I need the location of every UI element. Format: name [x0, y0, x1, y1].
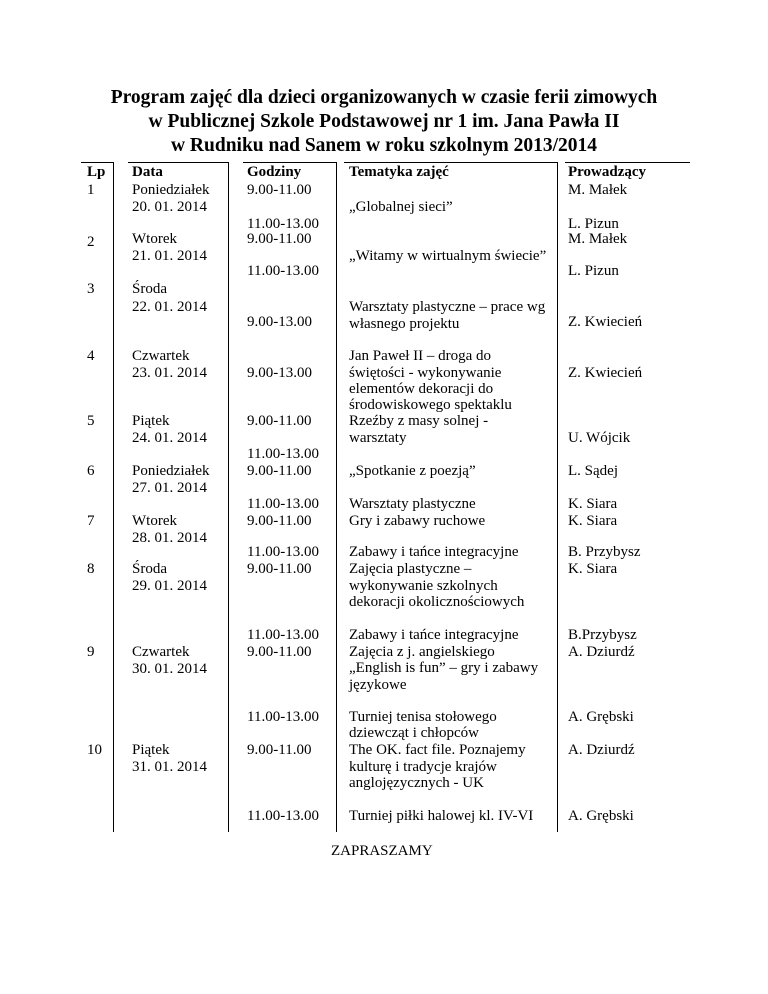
leader-cell: B. Przybysz — [568, 544, 641, 560]
day-date: 27. 01. 2014 — [132, 480, 207, 496]
lp-cell: 8 — [87, 561, 95, 577]
day-date: 23. 01. 2014 — [132, 365, 207, 381]
topic-line: Turniej piłki halowej kl. IV-VI — [349, 808, 534, 824]
topic-line: Gry i zabawy ruchowe — [349, 513, 486, 529]
day-date: 20. 01. 2014 — [132, 199, 207, 215]
day-date: 29. 01. 2014 — [132, 578, 207, 594]
hours-cell: 9.00-11.00 — [247, 742, 312, 758]
table-top-rule-leader — [565, 162, 690, 163]
day-name: Środa — [132, 281, 167, 297]
topic-line: Zajęcia z j. angielskiego — [349, 644, 495, 660]
hours-cell: 11.00-13.00 — [247, 544, 319, 560]
day-name: Piątek — [132, 413, 170, 429]
topic-line: Turniej tenisa stołowego — [349, 709, 497, 725]
leader-cell: M. Małek — [568, 231, 628, 247]
hours-cell: 9.00-11.00 — [247, 413, 312, 429]
title-line-2: w Publicznej Szkole Podstawowej nr 1 im. Jana Pawła II — [148, 111, 620, 132]
lp-cell: 7 — [87, 513, 95, 529]
topic-line: dekoracji okolicznościowych — [349, 594, 525, 610]
hours-cell: 9.00-11.00 — [247, 231, 312, 247]
footer-invitation: ZAPRASZAMY — [331, 843, 433, 859]
hours-cell: 9.00-11.00 — [247, 182, 312, 198]
day-date: 31. 01. 2014 — [132, 759, 207, 775]
day-name: Wtorek — [132, 231, 177, 247]
day-date: 21. 01. 2014 — [132, 248, 207, 264]
topic-line: wykonywanie szkolnych — [349, 578, 498, 594]
leader-cell: Z. Kwiecień — [568, 365, 643, 381]
leader-cell: L. Pizun — [568, 216, 619, 232]
column-divider — [557, 162, 558, 832]
hours-cell: 9.00-11.00 — [247, 513, 312, 529]
day-date: 24. 01. 2014 — [132, 430, 207, 446]
topic-line: Rzeźby z masy solnej - — [349, 413, 489, 429]
table-top-rule-topic — [344, 162, 558, 163]
day-date: 28. 01. 2014 — [132, 530, 207, 546]
leader-cell: M. Małek — [568, 182, 628, 198]
day-name: Wtorek — [132, 513, 177, 529]
day-name: Czwartek — [132, 348, 190, 364]
lp-cell: 9 — [87, 644, 95, 660]
leader-cell: A. Dziurdź — [568, 644, 635, 660]
day-name: Piątek — [132, 742, 170, 758]
title-line-3: w Rudniku nad Sanem w roku szkolnym 2013/2014 — [170, 135, 598, 156]
day-date: 22. 01. 2014 — [132, 299, 207, 315]
lp-cell: 2 — [87, 234, 95, 250]
topic-line: „English is fun” – gry i zabawy — [349, 660, 539, 676]
topic-line: Jan Paweł II – droga do — [349, 348, 492, 364]
topic-line: Zajęcia plastyczne – — [349, 561, 472, 577]
hours-cell: 11.00-13.00 — [247, 709, 319, 725]
topic-line: „Spotkanie z poezją” — [349, 463, 476, 479]
leader-cell: U. Wójcik — [568, 430, 631, 446]
topic-line: językowe — [349, 677, 407, 693]
topic-line: kulturę i tradycje krajów — [349, 759, 497, 775]
day-name: Poniedziałek — [132, 463, 210, 479]
hours-cell: 11.00-13.00 — [247, 216, 319, 232]
topic-line: świętości - wykonywanie — [349, 365, 502, 381]
header-leader: Prowadzący — [568, 164, 647, 180]
leader-cell: K. Siara — [568, 513, 618, 529]
topic-line: dziewcząt i chłopców — [349, 725, 479, 741]
hours-cell: 11.00-13.00 — [247, 263, 319, 279]
header-date: Data — [132, 164, 163, 180]
topic-line: anglojęzycznych - UK — [349, 775, 484, 791]
day-date: 30. 01. 2014 — [132, 661, 207, 677]
lp-cell: 10 — [87, 742, 102, 758]
leader-cell: L. Sądej — [568, 463, 618, 479]
hours-cell: 11.00-13.00 — [247, 627, 319, 643]
leader-cell: L. Pizun — [568, 263, 619, 279]
hours-cell: 11.00-13.00 — [247, 808, 319, 824]
column-divider — [113, 162, 114, 832]
hours-cell: 9.00-11.00 — [247, 561, 312, 577]
table-top-rule-date — [128, 162, 229, 163]
hours-cell: 9.00-11.00 — [247, 463, 312, 479]
day-name: Poniedziałek — [132, 182, 210, 198]
day-name: Czwartek — [132, 644, 190, 660]
topic-line: własnego projektu — [349, 316, 460, 332]
header-lp: Lp — [87, 164, 106, 180]
table-top-rule-lp — [81, 162, 114, 163]
topic-line: Warsztaty plastyczne — [349, 496, 476, 512]
topic-line: Zabawy i tańce integracyjne — [349, 544, 519, 560]
leader-cell: B.Przybysz — [568, 627, 637, 643]
leader-cell: A. Grębski — [568, 709, 634, 725]
leader-cell: K. Siara — [568, 496, 618, 512]
lp-cell: 1 — [87, 182, 95, 198]
topic-line: „Witamy w wirtualnym świecie” — [349, 248, 547, 264]
topic-line: warsztaty — [349, 430, 407, 446]
leader-cell: A. Grębski — [568, 808, 634, 824]
leader-cell: Z. Kwiecień — [568, 314, 643, 330]
hours-cell: 9.00-11.00 — [247, 644, 312, 660]
topic-line: elementów dekoracji do — [349, 381, 494, 397]
hours-cell: 11.00-13.00 — [247, 496, 319, 512]
header-hours: Godziny — [247, 164, 302, 180]
leader-cell: K. Siara — [568, 561, 618, 577]
lp-cell: 6 — [87, 463, 95, 479]
column-divider — [228, 162, 229, 832]
lp-cell: 4 — [87, 348, 95, 364]
topic-line: „Globalnej sieci” — [349, 199, 453, 215]
day-name: Środa — [132, 561, 167, 577]
leader-cell: A. Dziurdź — [568, 742, 635, 758]
lp-cell: 3 — [87, 281, 95, 297]
topic-line: Zabawy i tańce integracyjne — [349, 627, 519, 643]
header-topic: Tematyka zajęć — [349, 164, 449, 180]
topic-line: Warsztaty plastyczne – prace wg — [349, 299, 546, 315]
hours-cell: 9.00-13.00 — [247, 365, 312, 381]
hours-cell: 11.00-13.00 — [247, 446, 319, 462]
column-divider — [336, 162, 337, 832]
title-line-1: Program zajęć dla dzieci organizowanych w czasie ferii zimowych — [110, 87, 658, 108]
lp-cell: 5 — [87, 413, 95, 429]
hours-cell: 9.00-13.00 — [247, 314, 312, 330]
table-top-rule-hours — [243, 162, 336, 163]
topic-line: The OK. fact file. Poznajemy — [349, 742, 526, 758]
topic-line: środowiskowego spektaklu — [349, 397, 512, 413]
